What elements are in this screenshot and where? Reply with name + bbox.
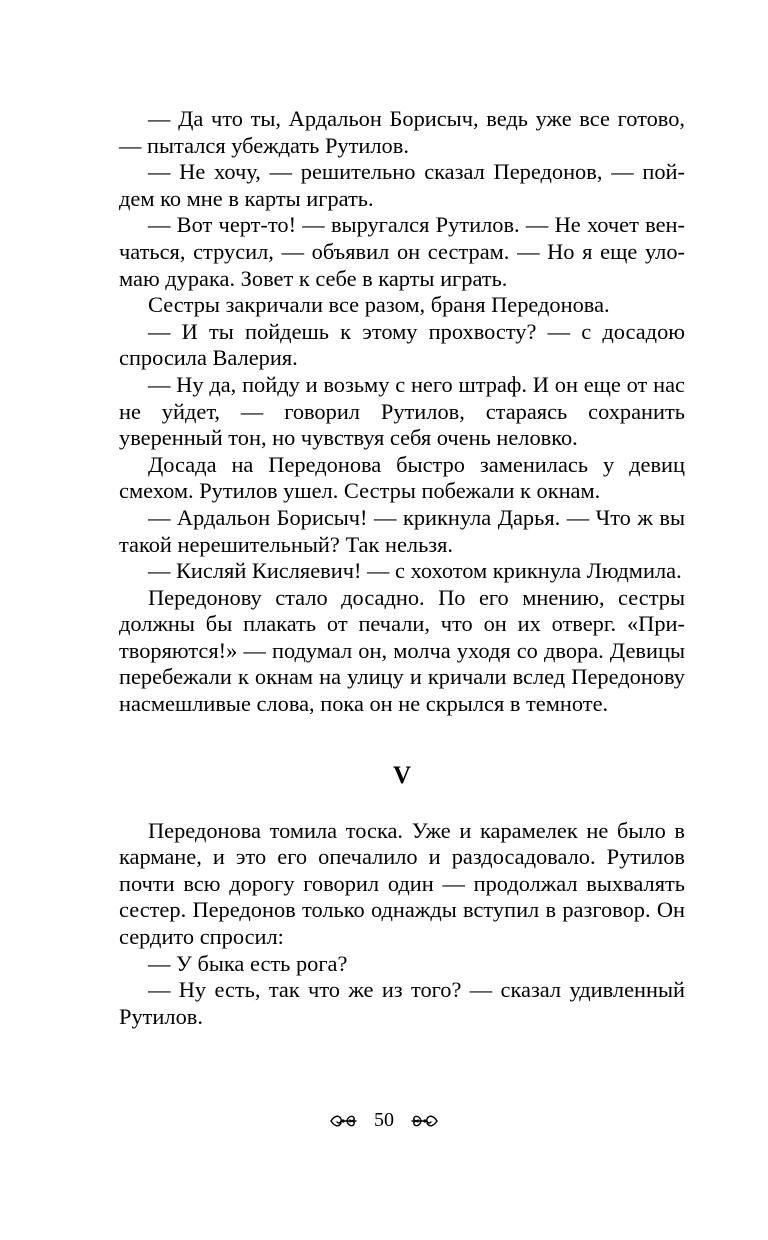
paragraph: — Ну да, пойду и возьму с него штраф. И он еще от нас не уйдет, — говорил Рутилов, стараясь сохранить уверенный тон, но чувствуя себя очень неловко. — [119, 371, 685, 451]
paragraph: Сестры закричали все разом, браня Передонова. — [148, 292, 610, 318]
paragraph: — Не хочу, — решительно сказал Передонов, — пойдем ко мне в карты играть. — [119, 159, 685, 211]
paragraph: — И ты пойдешь к этому прохвосту? — с досадою спросила Валерия. — [119, 318, 685, 371]
paragraph: — У быка есть рога? — [148, 950, 348, 976]
paragraph: Передонову стало досадно. По его мнению, сестры должны бы плакать от печали, что он их отверг. «Притворяются!» — подумал он, молча уходя со двора. Девицы перебежали к окнам на улицу и кричали вслед Передонову насмешливые слова, пока он не скрылся в темноте. — [119, 584, 685, 717]
page-body — [119, 106, 685, 1030]
section-gap — [119, 718, 685, 761]
left-fleuron-icon — [329, 1111, 359, 1131]
paragraph: — Кисляй Кисляевич! — с хохотом крикнула Людмила. — [148, 558, 682, 584]
paragraph: — Ардальон Борисыч! — крикнула Дарья. — Что ж вы такой нерешительный? Так нельзя. — [119, 504, 685, 557]
page-number: 50 — [374, 1109, 394, 1131]
chapter-heading: V — [392, 761, 412, 789]
paragraph: Досада на Передонова быстро заменилась у девиц смехом. Рутилов ушел. Сестры побежали к окнам. — [119, 451, 685, 504]
paragraph: Передонова томила тоска. Уже и карамелек не было в кармане, и это его опечалило и раздосадовало. Рутилов почти всю дорогу говорил один — продолжал выхвалять сестер. Передонов только однажды вступил в разговор. Он сердито спросил: — [119, 817, 685, 950]
page-footer — [0, 1108, 768, 1132]
paragraph: — Да что ты, Ардальон Борисыч, ведь уже все готово, — пытался убеждать Рутилов. — [119, 106, 685, 158]
paragraph: — Вот черт-то! — выругался Рутилов. — Не хочет венчаться, струсил, — объявил он сестрам. — Но я еще уломаю дурака. Зовет к себе в карты играть. — [119, 212, 685, 291]
paragraph: — Ну есть, так что же из того? — сказал удивленный Рутилов. — [119, 977, 685, 1029]
right-fleuron-icon — [409, 1111, 439, 1131]
section-gap — [119, 791, 685, 818]
